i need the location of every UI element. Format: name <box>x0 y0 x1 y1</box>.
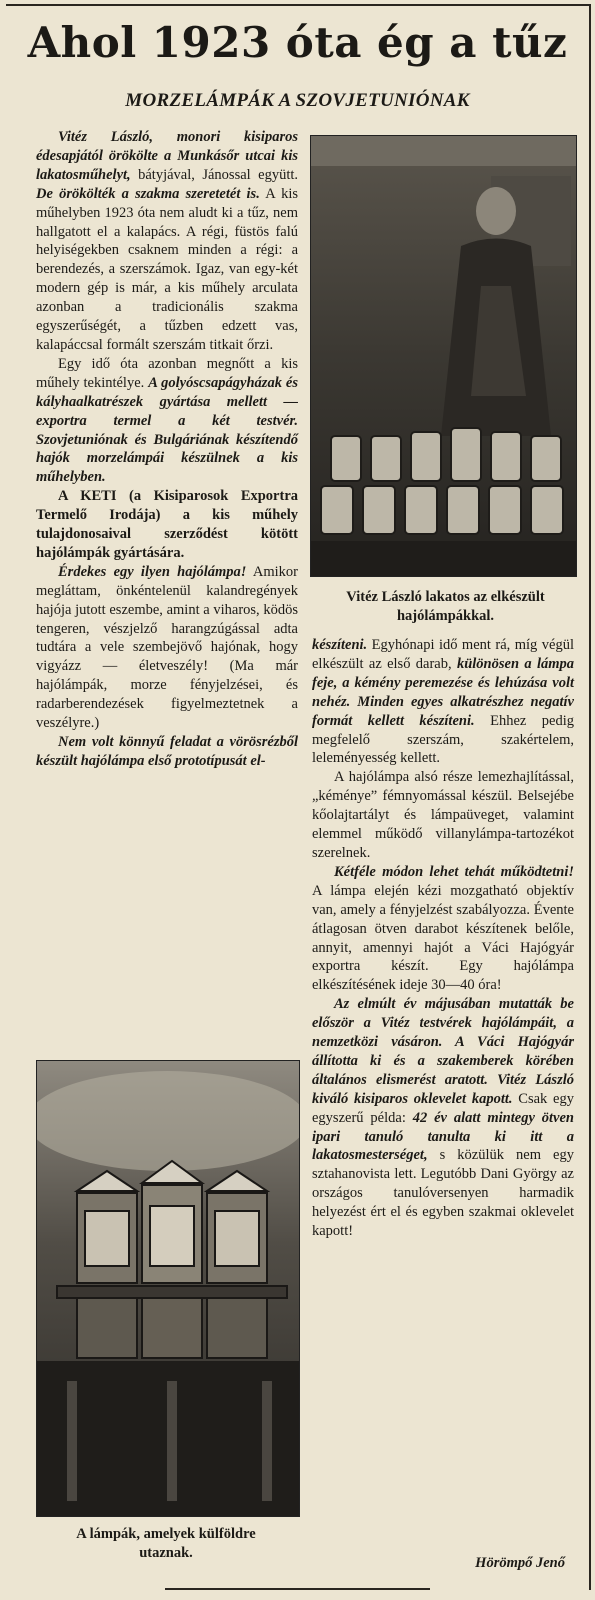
paragraph-8: Az elmúlt év májusában mutatták be először a Vitéz testvérek hajólámpáit, a nemzetközi vásáron. A Váci Hajógyár állította ki és a szakemberek körében általános elismerést aratott. Vitéz László kiváló kisiparos oklevelet kapott. Csak egy egyszerű példa: 42 év alatt mintegy ötven ipari tanuló tanulta ki itt a lakatosmesterséget, s közülük nem egy sztahanovista lett. Legutóbb Dani György az országos tanulóversenyen harmadik helyezést ért el és egyben szakmai oklevelet kapott! <box>312 996 574 1240</box>
paragraph-3: A KETI (a Kisiparosok Exportra Termelő Irodája) a kis műhely tulajdonosaival szerződést kötött hajólámpák gyártására. <box>36 488 298 561</box>
top-rule <box>6 4 589 6</box>
right-column-text <box>312 636 574 1241</box>
paragraph-5-continued: készíteni. Egyhónapi idő ment rá, míg végül elkészült az első darab, különösen a lámpa feje, a kémény peremezése és lehúzása volt nehéz. Minden egyes alkatrészhez negatív formát kellett készíteni. Ehhez pedig megfelelő szerszám, szakértelem, leleményesség kellett. <box>312 637 575 767</box>
paragraph-5: Nem volt könnyű feladat a vörösrézből készült hajólámpa első prototípusát el- <box>36 734 298 769</box>
paragraph-1: Vitéz László, monori kisiparos édesapjától örökölte a Munkásőr utcai kis lakatosműhelyt, bátyjával, Jánossal együtt. De örökölték a szakma szeretetét is. A kis műhelyben 1923 óta nem aludt ki a tűz, nem hallgatott el a kalapács. A régi, füstös falú helyiségekben csaknem minden a régi: a berendezés, a szerszámok. Igaz, van egy-két modern gép is már, a kis műhely arculata azonban a tradicionális szakma egyszerűségét, a tűzben edzett vas, kalapáccsal formált szerszám titkait őrzi. <box>36 129 298 353</box>
photo1-caption: Vitéz László lakatos az elkészült hajólámpákkal. <box>346 589 545 624</box>
workshop-photo-image <box>311 136 576 576</box>
paragraph-6: A hajólámpa alsó része lemezhajlítással, „kéménye” fémnyomással készül. Belsejébe kőolajtartályt és lámpaüveget, valamint elemmel működő villanylámpa-tartozékot szerelnek. <box>312 769 574 861</box>
author-byline: Hörömpő Jenő <box>475 1555 565 1571</box>
bottom-rule <box>165 1588 430 1590</box>
paragraph-2: Egy idő óta azonban megnőtt a kis műhely tekintélye. A golyóscsapágyházak és kályhaalkatrészek gyártása mellett — exportra termel a két testvér. Szovjetuniónak és Bulgáriának készítendő hajók morzelámpái készülnek a kis műhelyben. <box>36 355 299 486</box>
lamps-photo <box>36 1060 300 1517</box>
article-headline: Ahol 1923 óta ég a tűz <box>27 18 568 67</box>
photo2-caption: A lámpák, amelyek külföldre utaznak. <box>76 1526 256 1561</box>
paragraph-7: Kétféle módon lehet tehát működtetni! A lámpa elején kézi mozgatható objektív van, amely a fényjelzést szabályozza. Évente átlagosan ötven darabot készítenek belőle, annyit, amennyi hajót a Váci Hajógyár exportra készít. Egy hajólámpa elkészítésének ideje 30—40 óra! <box>312 863 574 994</box>
lamps-photo-image <box>37 1061 299 1516</box>
article-subheadline: MORZELÁMPÁK A SZOVJETUNIÓNAK <box>125 90 470 111</box>
left-column-text <box>36 128 298 771</box>
workshop-photo <box>310 135 577 577</box>
right-rule <box>589 4 591 1590</box>
paragraph-4: Érdekes egy ilyen hajólámpa! Amikor megláttam, önkéntelenül kalandregények hajója jutott eszembe, amint a viharos, ködös tengeren, vészjelző harangzúgással adta tudtára a vele szembejövő hajónak, hogy vigyázz — életveszély! (Ma már hajólámpák, morze fényjelzései, és radarberendezések figyelmeztetnek a veszélyre.) <box>36 563 298 732</box>
